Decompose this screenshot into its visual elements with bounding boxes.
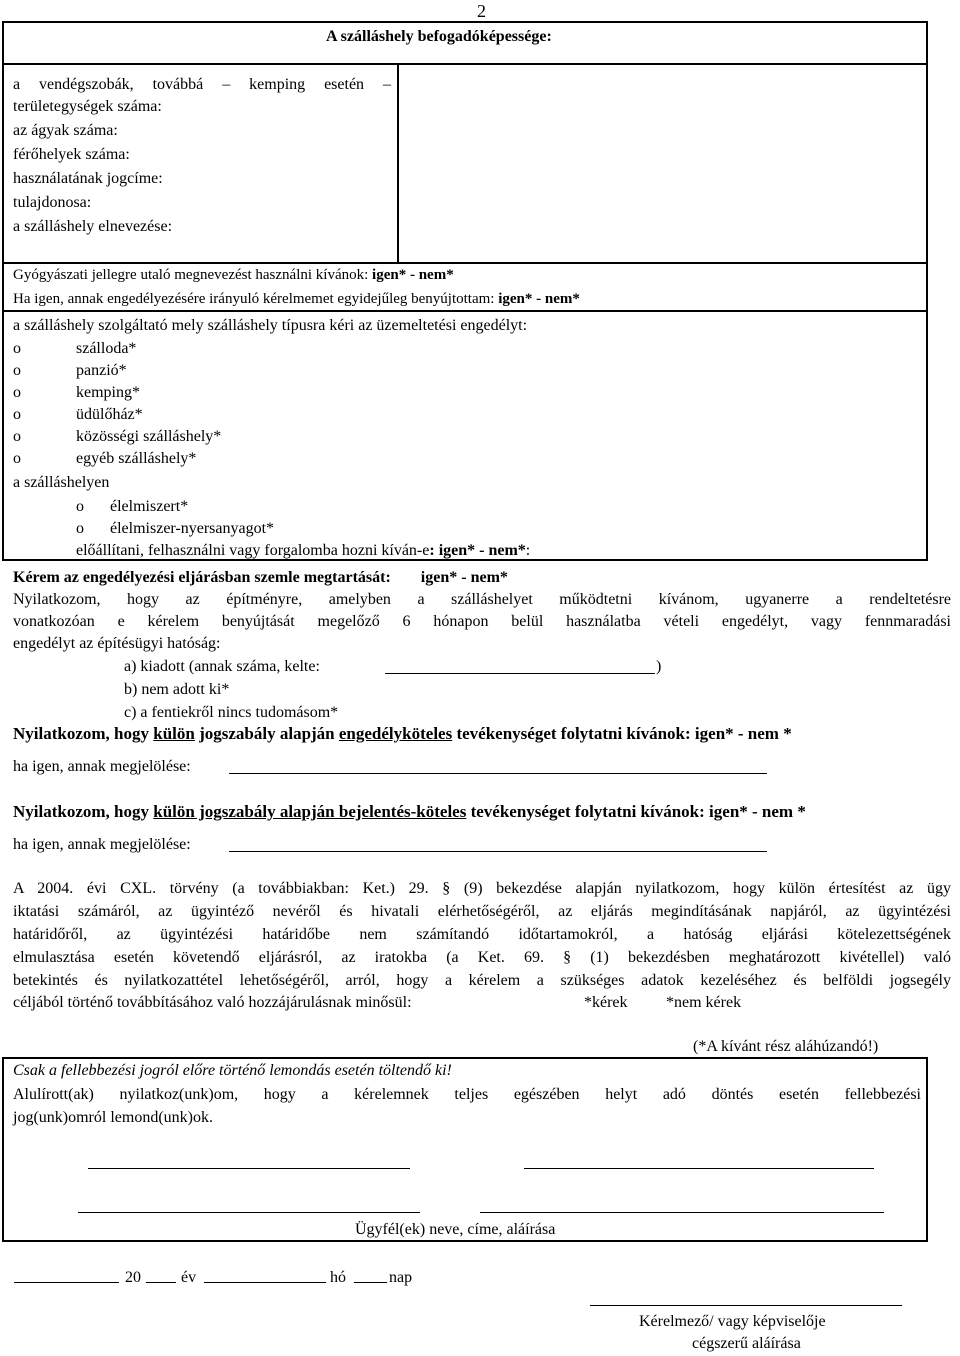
ket-line-2: iktatási számáról, az ügyintéző nevéről és hivatali elérhetőségéről, az eljárás megindításának napjáról, az ügyintézési bbox=[13, 903, 951, 920]
medical-line-2: Ha igen, annak engedélyezésére irányuló kérelmemet egyidejűleg benyújtottam: igen* - nem* bbox=[13, 291, 580, 307]
type-option-other: egyéb szálláshely* bbox=[76, 450, 197, 467]
building-line-1: Nyilatkozom, hogy az építményre, amelyben a szálláshelyet működtetni kívánom, ugyanerre a rendeltetésre bbox=[13, 591, 951, 608]
appeal-line-1: Alulírott(ak) nyilatkoz(unk)om, hogy a kérelemnek teljes egészében helyt adó döntés esetén fellebbezési bbox=[13, 1086, 921, 1103]
type-intro: a szálláshely szolgáltató mely szálláshely típusra kéri az üzemeltetési engedélyt: bbox=[13, 317, 528, 334]
building-option-a: a) kiadott (annak száma, kelte: bbox=[124, 658, 320, 675]
capacity-row-beds: az ágyak száma: bbox=[13, 122, 118, 139]
capacity-row-legal-title: használatának jogcíme: bbox=[13, 170, 163, 187]
capacity-divider bbox=[2, 63, 928, 65]
food-option-food: élelmiszert* bbox=[110, 498, 189, 515]
ket-line-1: A 2004. évi CXL. törvény (a továbbiakban: Ket.) 29. § (9) bekezdése alapján nyilatkozom, hogy külön értesítést az ügy bbox=[13, 880, 951, 897]
signature-line bbox=[524, 1168, 874, 1169]
type-option-guesthouse: panzió* bbox=[76, 362, 127, 379]
applicant-signature-label: Kérelmező/ vagy képviselője bbox=[639, 1313, 826, 1330]
food-intro: a szálláshelyen bbox=[13, 474, 110, 491]
type-option-bullet: o bbox=[13, 362, 21, 379]
date-year-label: év bbox=[181, 1269, 197, 1286]
inspection-request: Kérem az engedélyezési eljárásban szemle megtartását: igen* - nem* bbox=[13, 569, 508, 586]
food-option-bullet: o bbox=[76, 498, 84, 515]
ket-option-no-request: *nem kérek bbox=[666, 994, 742, 1011]
type-option-camping: kemping* bbox=[76, 384, 140, 401]
capacity-row-units: területegységek száma: bbox=[13, 98, 162, 115]
food-question: előállítani, felhasználni vagy forgalomba hozni kíván-e: igen* - nem*: bbox=[76, 542, 531, 559]
type-option-holiday-house: üdülőház* bbox=[76, 406, 143, 423]
food-option-raw-material: élelmiszer-nyersanyagot* bbox=[110, 520, 275, 537]
food-option-bullet: o bbox=[76, 520, 84, 537]
capacity-heading: A szálláshely befogadóképessége: bbox=[326, 28, 552, 45]
type-option-bullet: o bbox=[13, 428, 21, 445]
report-activity-blank bbox=[229, 851, 767, 852]
medical-line-1: Gyógyászati jellegre utaló megnevezést használni kívánok: igen* - nem* bbox=[13, 267, 454, 283]
signature-line bbox=[480, 1212, 884, 1213]
date-place-blank bbox=[14, 1282, 119, 1283]
ket-line-4: elmulasztása esetén követendő eljárásról, az iratokba (a Ket. 69. § (1) bekezdésben meghatározott kivétellel) való bbox=[13, 949, 951, 966]
date-day-blank bbox=[354, 1282, 387, 1283]
capacity-row-places: férőhelyek száma: bbox=[13, 146, 130, 163]
capacity-row-rooms: a vendégszobák, továbbá – kemping esetén – bbox=[13, 76, 391, 93]
report-activity-detail: ha igen, annak megjelölése: bbox=[13, 836, 191, 853]
date-year-blank bbox=[146, 1282, 176, 1283]
building-line-3: engedélyt az építésügyi hatóság: bbox=[13, 635, 221, 652]
type-option-bullet: o bbox=[13, 340, 21, 357]
building-option-b: b) nem adott ki* bbox=[124, 681, 230, 698]
date-day-label: nap bbox=[389, 1269, 413, 1286]
permit-activity-declaration: Nyilatkozom, hogy külön jogszabály alapján engedélyköteles tevékenységet folytatni kívánok: igen* - nem * bbox=[13, 724, 792, 743]
date-month-label: hó bbox=[330, 1269, 346, 1286]
appeal-line-2: jog(unk)omról lemond(unk)ok. bbox=[13, 1109, 213, 1126]
permit-activity-detail: ha igen, annak megjelölése: bbox=[13, 758, 191, 775]
capacity-column-divider bbox=[397, 63, 399, 263]
capacity-row-owner: tulajdonosa: bbox=[13, 194, 92, 211]
signature-line bbox=[78, 1212, 420, 1213]
date-month-blank bbox=[204, 1282, 326, 1283]
building-line-2: vonatkozóan e kérelem benyújtását megelőző 6 hónapon belül használatba vételi engedélyt, vagy fennmaradási bbox=[13, 613, 951, 630]
signature-line bbox=[88, 1168, 410, 1169]
ket-line-3: határidőről, az ügyintézési határidőbe nem számítandó időtartamokról, a hatóság eljárási kötelezettségének bbox=[13, 926, 951, 943]
type-option-hotel: szálloda* bbox=[76, 340, 137, 357]
type-option-bullet: o bbox=[13, 450, 21, 467]
ket-line-6: céljából történő továbbításához való hozzájárulásnak minősül: bbox=[13, 994, 412, 1011]
appeal-title: Csak a fellebbezési jogról előre történő lemondás esetén töltendő ki! bbox=[13, 1062, 452, 1079]
date-year: 20 bbox=[125, 1269, 141, 1286]
type-option-bullet: o bbox=[13, 406, 21, 423]
ket-line-5: betekintés és nyilatkozattétel lehetőségéről, arról, hogy a kérelem a szükséges adatok kezeléséhez és belföldi jogsegély bbox=[13, 972, 951, 989]
applicant-signature-sublabel: cégszerű aláírása bbox=[692, 1335, 801, 1352]
page-number: 2 bbox=[477, 1, 486, 21]
building-option-c: c) a fentiekről nincs tudomásom* bbox=[124, 704, 339, 721]
applicant-signature-line bbox=[590, 1305, 902, 1306]
ket-option-request: *kérek bbox=[584, 994, 628, 1011]
permit-activity-blank bbox=[229, 773, 767, 774]
permit-number-blank bbox=[385, 673, 655, 674]
report-activity-declaration: Nyilatkozom, hogy külön jogszabály alapján bejelentés-köteles tevékenységet folytatni kívánok: igen* - nem * bbox=[13, 802, 806, 821]
appeal-signature-label: Ügyfél(ek) neve, címe, aláírása bbox=[355, 1221, 556, 1238]
type-option-community: közösségi szálláshely* bbox=[76, 428, 222, 445]
capacity-row-name: a szálláshely elnevezése: bbox=[13, 218, 173, 235]
building-option-a-close: ) bbox=[656, 658, 662, 675]
type-option-bullet: o bbox=[13, 384, 21, 401]
ket-note: (*A kívánt rész aláhúzandó!) bbox=[693, 1038, 879, 1055]
